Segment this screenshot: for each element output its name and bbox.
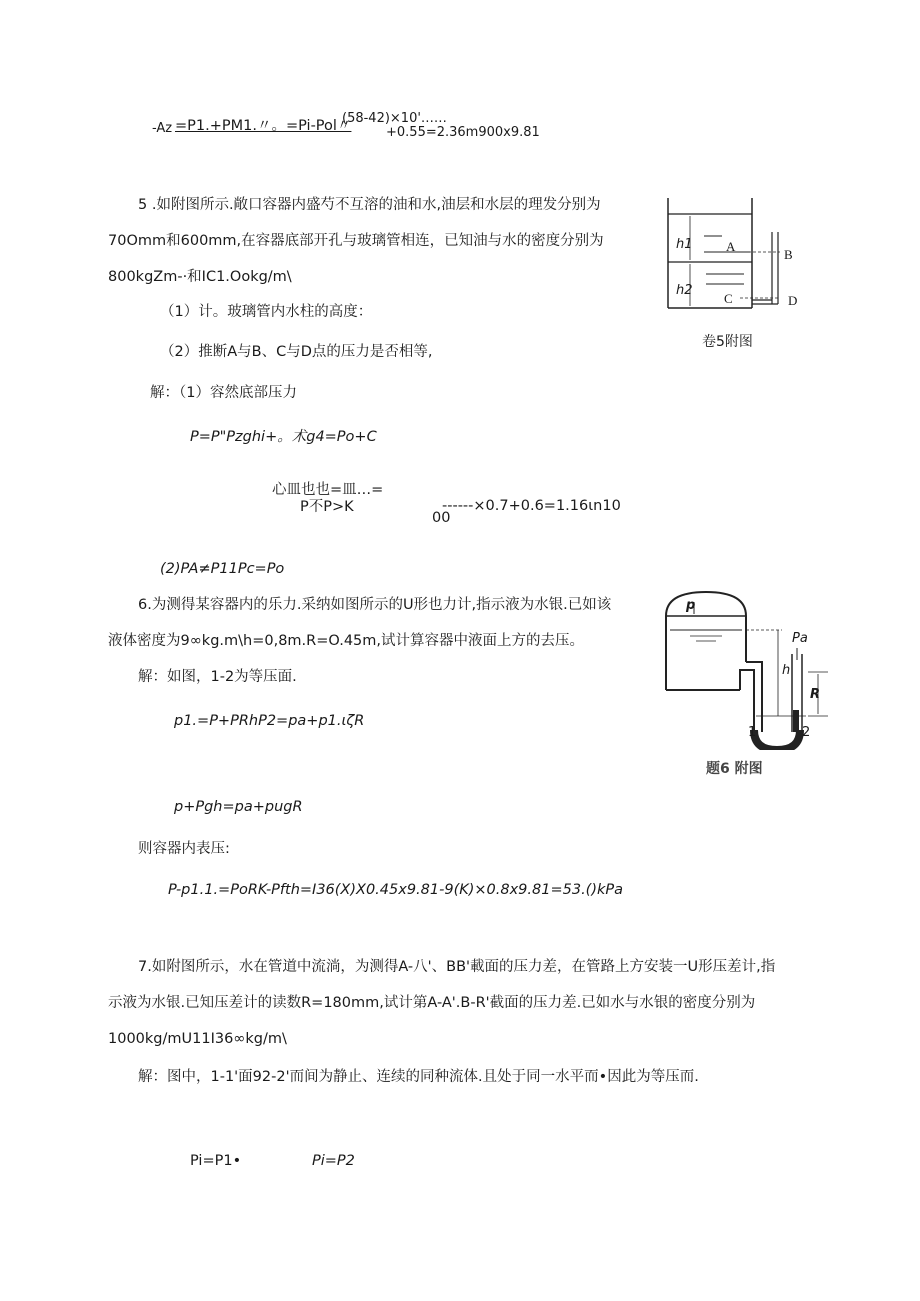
figure-5-label-b: B	[784, 247, 793, 262]
problem-5-result: ------×0.7+0.6=1.16ιn10	[442, 498, 621, 514]
problem-6-equation-2: p+Pgh=pa+pugR	[174, 799, 303, 815]
figure-6-label-h: h	[782, 663, 791, 678]
problem-6-line-1: 6.为测得某容器内的乐力.采纳如图所示的U形也力计,指示液为水银.已如该	[138, 597, 612, 613]
figure-5-label-h2: h2	[676, 283, 693, 298]
figure-6-label-2: 2	[802, 725, 811, 740]
problem-5-question-2: （2）推断A与B、C与D点的压力是否相等,	[160, 344, 433, 360]
top-formula-underlined: =P1.+PM1.〃。=Pi-Pol〃	[175, 118, 352, 134]
problem-5-line-3: 800kgZm-·和IC1.Ookg∕m\	[108, 269, 292, 285]
figure-5-label-h1: h1	[676, 237, 693, 252]
problem-5-question-1: （1）计。玻璃管内水柱的高度：	[160, 304, 373, 320]
problem-5-line-2: 70Omm和600mm,在容器底部开孔与玻璃管相连，已知油与水的密度分别为	[108, 233, 604, 249]
problem-5-solution-intro: 解：（1）容然底部压力	[150, 385, 297, 401]
top-formula-fraction-bottom: +0.55=2.36m900x9.81	[386, 125, 540, 140]
figure-6-label-p: p	[686, 598, 696, 613]
figure-6-label-1: 1	[748, 725, 757, 740]
problem-5-line-1: 5 .如附图所示.敞口容器内盛芍不互溶的油和水,油层和水层的理发分别为	[138, 197, 601, 213]
problem-5-fraction-top: 心皿也也=皿…=	[272, 482, 384, 498]
problem-5-answer-2: (2)PA≠P11Pc=Po	[160, 561, 285, 577]
figure-5-label-c: C	[724, 291, 733, 306]
problem-5-fraction-bottom: P不P>K	[300, 499, 354, 515]
figure-5-caption: 卷5附图	[702, 334, 753, 350]
figure-5-label-a: A	[726, 239, 736, 254]
problem-6-equation-3: P-p1.1.=PoRK-Pfth=I36(X)X0.45x9.81-9(K)×0.8x9.81=53.()kPa	[168, 882, 624, 898]
problem-5-result-cont: 00	[432, 510, 451, 526]
problem-7-equation-b: Pi=P2	[312, 1153, 355, 1169]
top-formula-prefix: -Az	[152, 121, 173, 136]
problem-6-line-2: 液体密度为9∞kg.m\h=0,8m.R=O.45m,试计算容器中液面上方的去压。	[108, 633, 584, 649]
problem-6-solution-intro: 解：如图，1-2为等压面.	[138, 669, 297, 685]
figure-6-label-pa: Pa	[792, 631, 808, 646]
problem-7-solution-intro: 解：图中，1-1'面92-2'而间为静止、连续的同种流体.且处于同一水平而•因此为等压而.	[138, 1069, 699, 1085]
problem-7-equation-a: Pi=P1•	[190, 1153, 242, 1169]
problem-7-line-1: 7.如附图所示，水在管道中流淌，为测得A-八'、BB'載面的压力差，在管路上方安装一U形压差计,指	[138, 959, 776, 975]
problem-7-line-3: 1000kg∕mU11I36∞kg∕m\	[108, 1031, 287, 1047]
problem-7-line-2: 示液为水银.已知压差计的读数R=180mm,试计第A-A'.B-R'截面的压力差.已如水与水银的密度分别为	[108, 995, 756, 1011]
figure-5-label-d: D	[788, 293, 798, 308]
figure-6-label-r: R	[810, 687, 821, 702]
figure-6-caption: 题6 附图	[706, 761, 763, 777]
top-formula-fraction-top: (58-42)×10'……	[342, 111, 447, 126]
problem-5-equation-1: P=P"Pzghi+。术g4=Po+C	[190, 429, 377, 445]
problem-6-note: 则容器内表压:	[138, 841, 230, 857]
problem-6-equation-1: p1.=P+PRhP2=pa+p1.ιζR	[174, 713, 365, 729]
